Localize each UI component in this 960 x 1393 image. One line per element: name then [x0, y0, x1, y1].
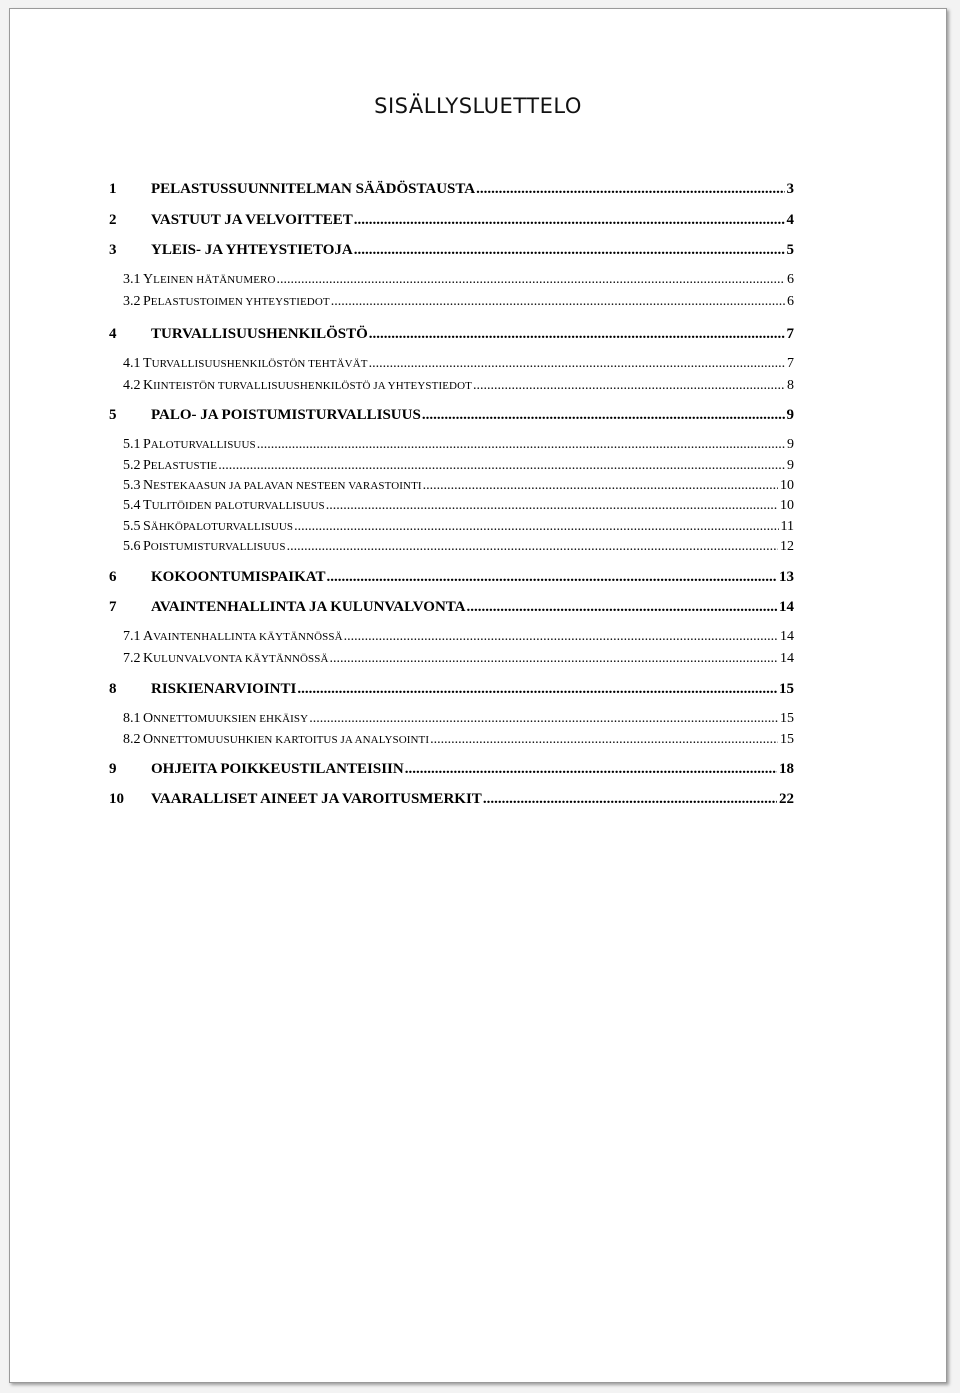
toc-entry-title-initial: Y	[143, 272, 154, 287]
toc-entry-title-rest: ÄHKÖPALOTURVALLISUUS	[150, 521, 294, 533]
toc-entry-title-rest: ELASTUSTIE	[150, 460, 218, 472]
toc-entry[interactable]	[10, 711, 946, 727]
toc-entry-number: 5.3	[123, 478, 141, 493]
toc-dot-leader	[423, 478, 778, 494]
toc-entry[interactable]	[10, 181, 946, 198]
toc-page-number: 7	[786, 326, 794, 342]
toc-entry-title-initial: P	[143, 539, 151, 554]
document-page	[9, 8, 947, 1383]
toc-entry[interactable]	[10, 519, 946, 535]
toc-dot-leader	[287, 539, 778, 555]
toc-entry-title-rest: NNETTOMUUKSIEN EHKÄISY	[153, 713, 309, 725]
toc-entry-title	[143, 294, 330, 310]
toc-entry[interactable]	[10, 272, 946, 288]
toc-entry-number: 4.1	[123, 356, 141, 371]
toc-entry-title: YLEIS- JA YHTEYSTIETOJA	[151, 242, 353, 258]
toc-entry-title-initial: T	[143, 498, 152, 513]
toc-entry-title	[143, 711, 308, 727]
toc-page-number: 9	[787, 437, 794, 452]
toc-entry-title	[143, 629, 343, 645]
toc-page-number: 13	[779, 569, 794, 585]
toc-entry-title	[143, 378, 472, 394]
toc-entry-title-rest: ESTEKAASUN JA PALAVAN NESTEEN VARASTOINTI	[153, 480, 422, 492]
toc-entry-number: 5.5	[123, 519, 141, 534]
toc-entry-title	[143, 437, 256, 453]
toc-page-number: 12	[780, 539, 794, 554]
toc-entry-title-rest: ELASTUSTOIMEN YHTEYSTIEDOT	[150, 296, 330, 308]
toc-entry-number: 6	[109, 569, 117, 585]
toc-entry[interactable]	[10, 478, 946, 494]
toc-entry-number: 10	[109, 791, 124, 807]
toc-entry-title-rest: ULITÖIDEN PALOTURVALLISUUS	[151, 500, 325, 512]
toc-entry-title: RISKIENARVIOINTI	[151, 681, 297, 697]
toc-entry-title	[143, 478, 422, 494]
toc-entry[interactable]	[10, 629, 946, 645]
toc-entry-title-initial: N	[143, 478, 154, 493]
toc-entry[interactable]	[10, 458, 946, 474]
toc-entry-title-initial: P	[143, 294, 151, 309]
toc-dot-leader	[309, 711, 778, 727]
toc-entry[interactable]	[10, 326, 946, 343]
toc-entry-title-initial: A	[143, 629, 154, 644]
page-title: SISÄLLYSLUETTELO	[374, 94, 582, 118]
toc-dot-leader	[326, 498, 778, 514]
toc-entry-number: 7	[109, 599, 117, 615]
toc-entry-title: PALO- JA POISTUMISTURVALLISUUS	[151, 407, 421, 423]
toc-entry[interactable]	[10, 378, 946, 394]
toc-entry-title: TURVALLISUUSHENKILÖSTÖ	[151, 326, 368, 342]
toc-entry-title-initial: P	[143, 437, 151, 452]
toc-entry[interactable]	[10, 498, 946, 514]
toc-dot-leader	[331, 294, 785, 310]
toc-entry-number: 4	[109, 326, 117, 342]
toc-entry[interactable]	[10, 242, 946, 259]
toc-dot-leader	[430, 732, 778, 748]
toc-entry-title-rest: NNETTOMUUSUHKIEN KARTOITUS JA ANALYSOINTI	[153, 734, 430, 746]
toc-dot-leader	[476, 181, 784, 198]
toc-entry[interactable]	[10, 407, 946, 424]
toc-page-number: 4	[786, 212, 794, 228]
toc-entry-number: 7.2	[123, 651, 141, 666]
toc-page-number: 18	[779, 761, 794, 777]
toc-entry-number: 3.2	[123, 294, 141, 309]
toc-entry-number: 5.2	[123, 458, 141, 473]
toc-page-number: 5	[786, 242, 794, 258]
toc-entry-title-rest: VAINTENHALLINTA KÄYTÄNNÖSSÄ	[153, 631, 343, 643]
toc-page-number: 15	[779, 681, 794, 697]
toc-entry-title-initial: K	[143, 651, 154, 666]
toc-entry[interactable]	[10, 732, 946, 748]
toc-page-number: 14	[779, 599, 794, 615]
toc-entry-title: AVAINTENHALLINTA JA KULUNVALVONTA	[151, 599, 466, 615]
toc-entry[interactable]	[10, 212, 946, 229]
toc-entry-title	[143, 732, 429, 748]
toc-entry-number: 5	[109, 407, 117, 423]
toc-entry-title-initial: S	[143, 519, 151, 534]
toc-dot-leader	[294, 519, 778, 535]
toc-entry-title-rest: ULUNVALVONTA KÄYTÄNNÖSSÄ	[153, 653, 329, 665]
toc-page-number: 6	[787, 294, 794, 309]
toc-dot-leader	[330, 651, 778, 667]
toc-dot-leader	[277, 272, 785, 288]
toc-dot-leader	[354, 242, 785, 259]
toc-entry-number: 5.4	[123, 498, 141, 513]
toc-page-number: 22	[779, 791, 794, 807]
toc-entry-title: VAARALLISET AINEET JA VAROITUSMERKIT	[151, 791, 482, 807]
toc-entry[interactable]	[10, 356, 946, 372]
toc-entry-title	[143, 356, 368, 372]
toc-page-number: 9	[786, 407, 794, 423]
toc-page-number: 7	[787, 356, 794, 371]
toc-entry-title-initial: O	[143, 732, 154, 747]
toc-dot-leader	[354, 212, 785, 229]
toc-entry-title-initial: O	[143, 711, 154, 726]
toc-entry-number: 3.1	[123, 272, 141, 287]
toc-entry-number: 4.2	[123, 378, 141, 393]
toc-entry-title	[143, 539, 286, 555]
toc-dot-leader	[473, 378, 785, 394]
toc-entry-title-initial: P	[143, 458, 151, 473]
toc-entry-number: 7.1	[123, 629, 141, 644]
toc-dot-leader	[344, 629, 778, 645]
toc-page-number: 14	[780, 629, 794, 644]
toc-page-number: 14	[780, 651, 794, 666]
toc-entry[interactable]	[10, 681, 946, 698]
toc-entry-number: 8.2	[123, 732, 141, 747]
toc-entry[interactable]	[10, 437, 946, 453]
toc-entry-title-rest: URVALLISUUSHENKILÖSTÖN TEHTÄVÄT	[151, 358, 368, 370]
toc-entry-title	[143, 651, 329, 667]
toc-dot-leader	[297, 681, 777, 698]
toc-entry[interactable]	[10, 651, 946, 667]
toc-entry-number: 2	[109, 212, 117, 228]
toc-page-number: 8	[787, 378, 794, 393]
toc-entry-title	[143, 498, 325, 514]
toc-entry-title-rest: ALOTURVALLISUUS	[150, 439, 256, 451]
toc-page-number: 10	[780, 498, 794, 513]
toc-page-number: 6	[787, 272, 794, 287]
toc-dot-leader	[257, 437, 785, 453]
toc-entry-number: 9	[109, 761, 117, 777]
toc-entry-title-initial: T	[143, 356, 152, 371]
toc-dot-leader	[369, 356, 785, 372]
toc-dot-leader	[483, 791, 777, 808]
toc-entry[interactable]	[10, 599, 946, 616]
toc-entry[interactable]	[10, 539, 946, 555]
toc-entry-number: 3	[109, 242, 117, 258]
toc-dot-leader	[405, 761, 777, 778]
toc-page-number: 3	[786, 181, 794, 197]
toc-dot-leader	[369, 326, 785, 343]
toc-entry-number: 8	[109, 681, 117, 697]
toc-entry-title	[143, 519, 293, 535]
toc-entry[interactable]	[10, 569, 946, 586]
toc-page-number: 11	[780, 519, 794, 534]
toc-dot-leader	[467, 599, 777, 616]
toc-entry-title: OHJEITA POIKKEUSTILANTEISIIN	[151, 761, 404, 777]
toc-entry-number: 1	[109, 181, 117, 197]
toc-entry-number: 8.1	[123, 711, 141, 726]
toc-entry-title: PELASTUSSUUNNITELMAN SÄÄDÖSTAUSTA	[151, 181, 476, 197]
toc-entry-title-rest: IINTEISTÖN TURVALLISUUSHENKILÖSTÖ JA YHTEYSTIEDOT	[153, 380, 472, 392]
toc-entry-title	[143, 458, 217, 474]
toc-entry[interactable]	[10, 294, 946, 310]
toc-page-number: 9	[787, 458, 794, 473]
toc-page-number: 15	[780, 711, 794, 726]
toc-page-number: 10	[780, 478, 794, 493]
toc-entry[interactable]	[10, 791, 946, 808]
toc-entry-title: VASTUUT JA VELVOITTEET	[151, 212, 353, 228]
toc-dot-leader	[218, 458, 785, 474]
toc-page-number: 15	[780, 732, 794, 747]
toc-entry-title	[143, 272, 276, 288]
toc-dot-leader	[422, 407, 785, 424]
toc-entry[interactable]	[10, 761, 946, 778]
toc-entry-title-rest: OISTUMISTURVALLISUUS	[150, 541, 286, 553]
toc-entry-title-initial: K	[143, 378, 154, 393]
toc-dot-leader	[326, 569, 777, 586]
toc-entry-number: 5.1	[123, 437, 141, 452]
toc-entry-title-rest: LEINEN HÄTÄNUMERO	[153, 274, 276, 286]
toc-entry-number: 5.6	[123, 539, 141, 554]
toc-entry-title: KOKOONTUMISPAIKAT	[151, 569, 326, 585]
